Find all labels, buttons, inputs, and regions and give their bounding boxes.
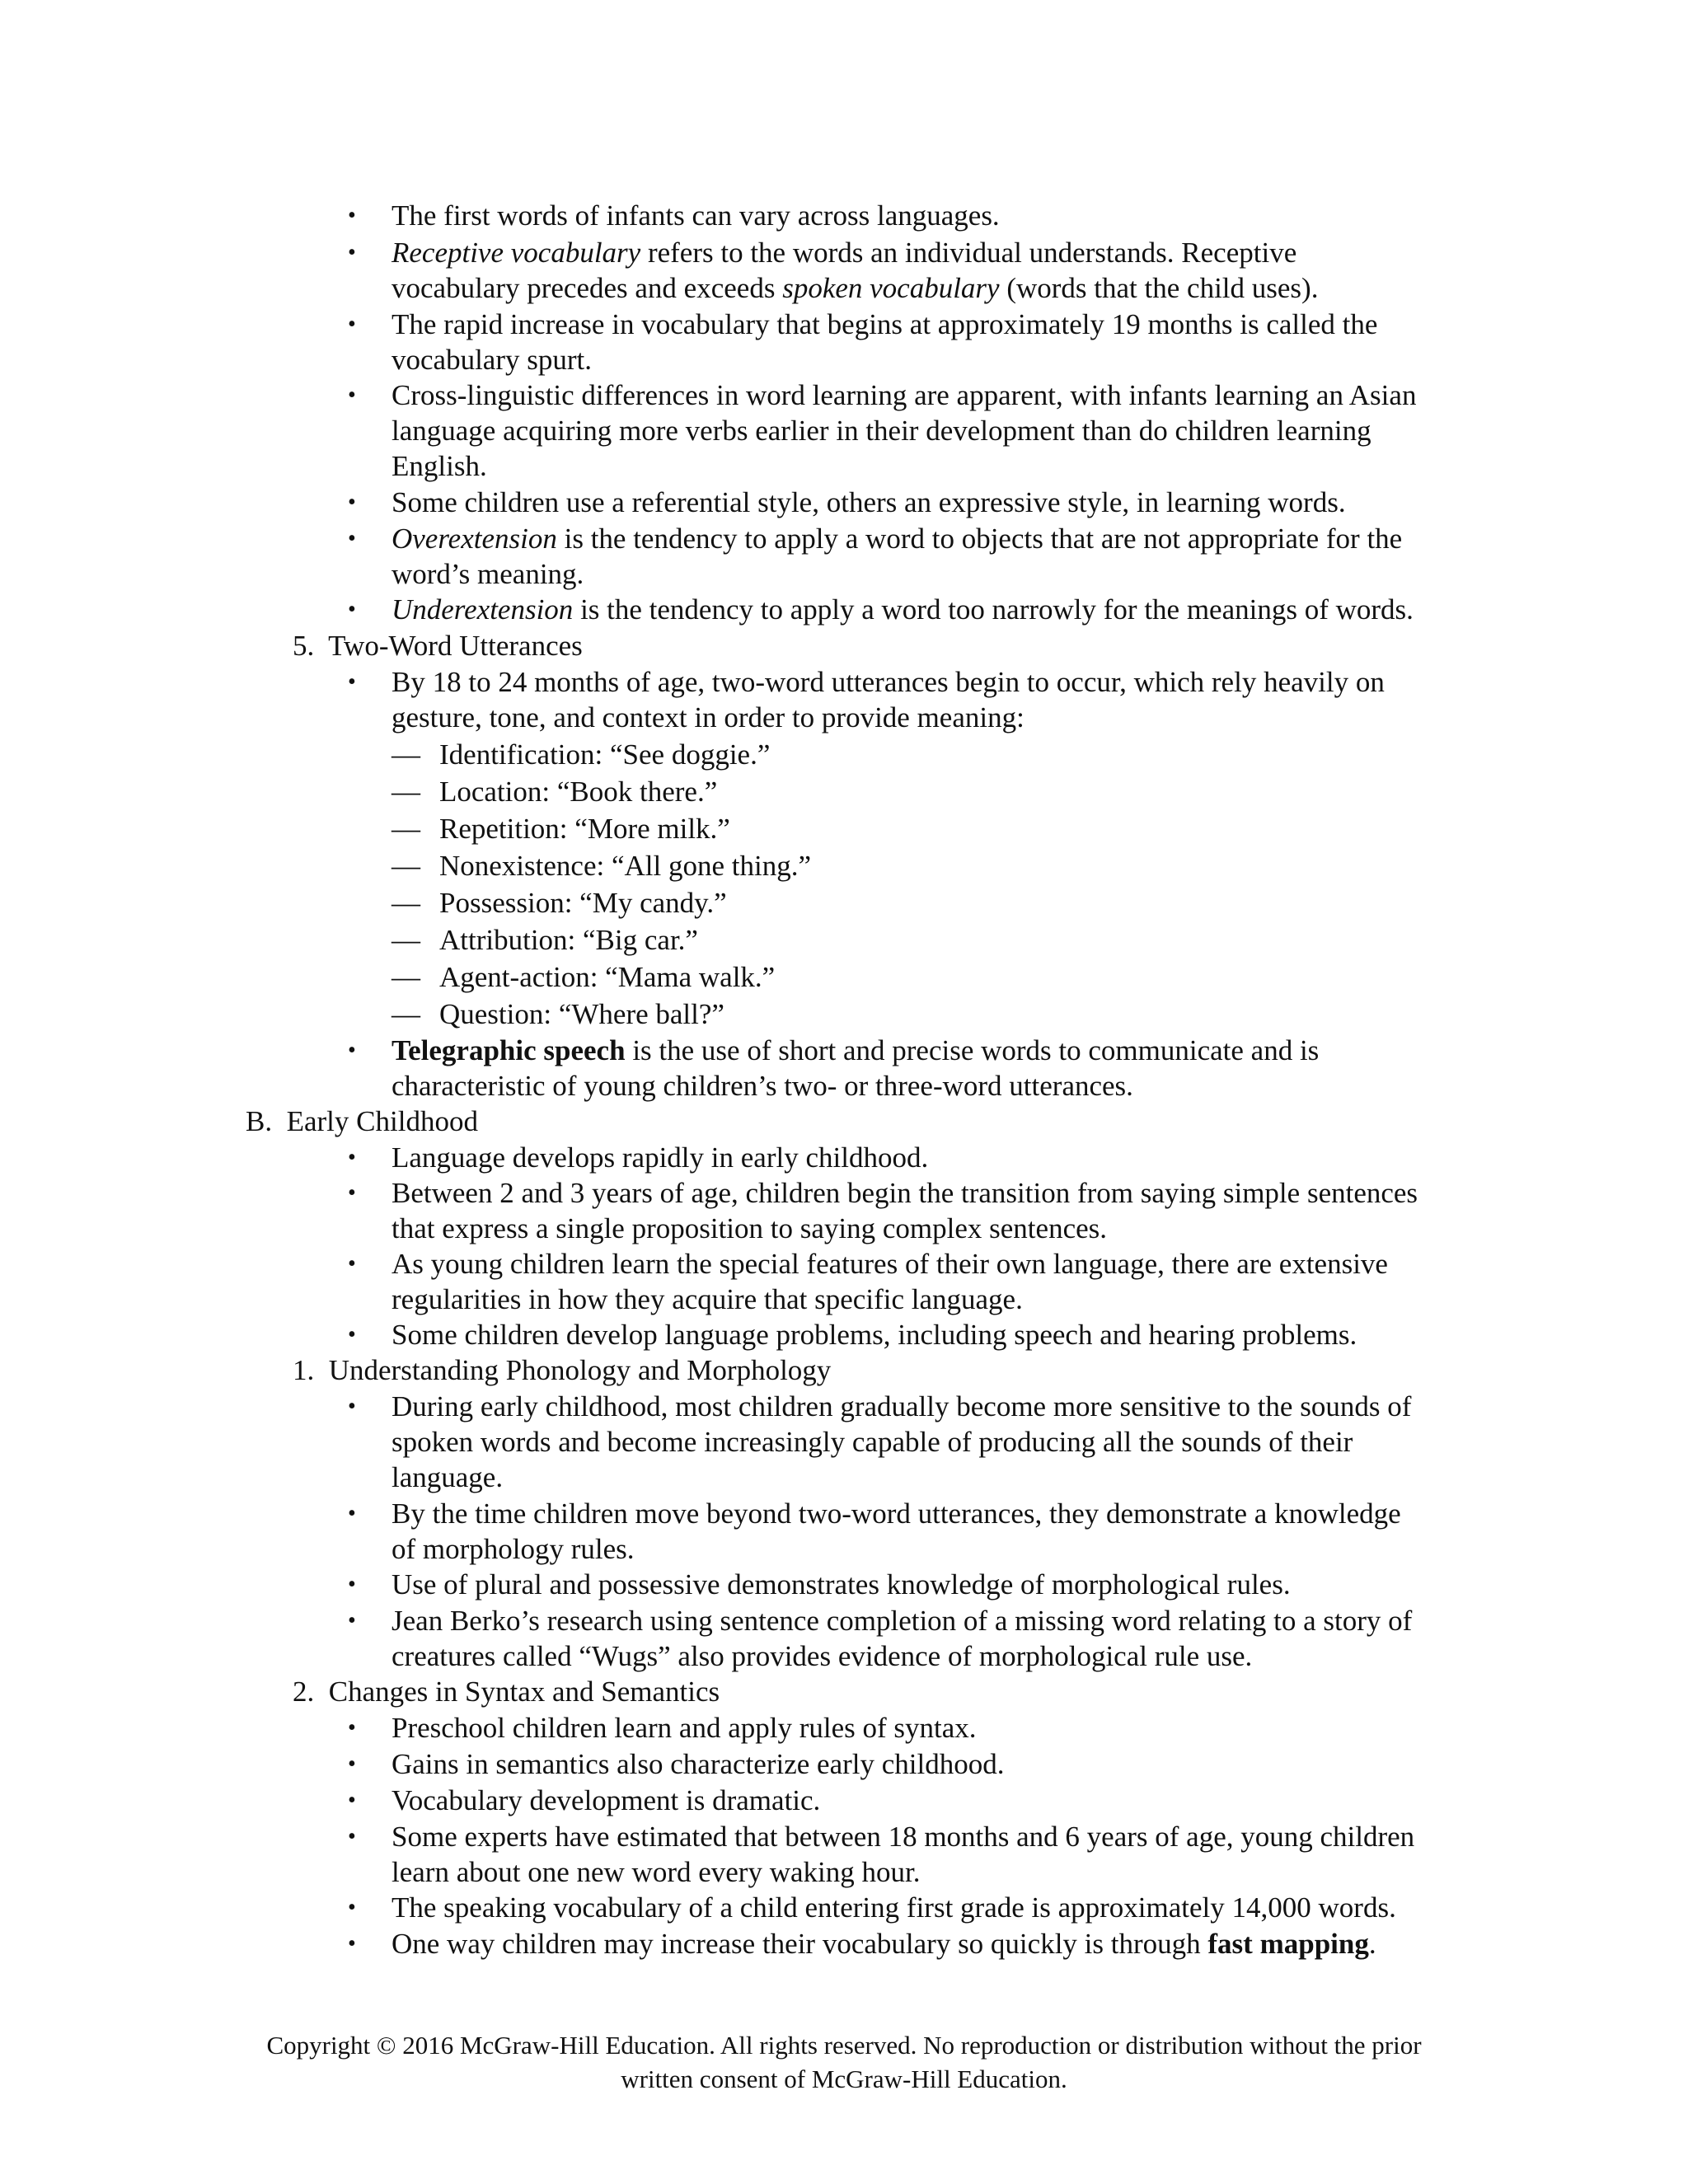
bullet-telegraphic-speech-cont: characteristic of young children’s two- or three-word utterances. — [392, 1070, 1133, 1102]
term-fast-mapping: fast mapping — [1207, 1928, 1369, 1960]
section-heading-phonology-morphology: 1. Understanding Phonology and Morphology — [293, 1354, 832, 1386]
bullet-icon: • — [348, 1608, 356, 1633]
dash-icon: — — [392, 738, 420, 771]
example-attribution: Attribution: “Big car.” — [439, 924, 698, 956]
bullet-sensitive-sounds-cont: spoken words and become increasingly capable of producing all the sounds of their — [392, 1426, 1353, 1458]
bullet-icon: • — [348, 526, 356, 551]
term-receptive-vocabulary: Receptive vocabulary — [392, 237, 641, 269]
section-heading-early-childhood: B. Early Childhood — [246, 1105, 478, 1137]
term-underextension: Underextension — [392, 593, 574, 626]
bullet-referential-style: Some children use a referential style, others an expressive style, in learning words. — [392, 486, 1346, 518]
bullet-icon: • — [348, 203, 356, 228]
dash-icon: — — [392, 887, 420, 919]
bullet-special-features: As young children learn the special features of their own language, there are extensive — [392, 1248, 1388, 1280]
example-location: Location: “Book there.” — [439, 776, 718, 808]
dash-icon: — — [392, 850, 420, 882]
bullet-language-problems: Some children develop language problems, including speech and hearing problems. — [392, 1319, 1357, 1351]
bullet-icon: • — [348, 490, 356, 515]
bullet-receptive-vocabulary-cont: vocabulary precedes and exceeds spoken vocabulary (words that the child uses). — [392, 272, 1319, 304]
section-heading-two-word-utterances: 5. Two-Word Utterances — [293, 630, 583, 662]
example-possession: Possession: “My candy.” — [439, 887, 727, 919]
bullet-jean-berko-cont: creatures called “Wugs” also provides evidence of morphological rule use. — [392, 1640, 1253, 1672]
bullet-first-words: The first words of infants can vary across languages. — [392, 199, 1000, 232]
bullet-icon: • — [348, 312, 356, 337]
bullet-icon: • — [348, 1251, 356, 1277]
bullet-syntax-rules: Preschool children learn and apply rules of syntax. — [392, 1712, 977, 1744]
bullet-vocabulary-spurt: The rapid increase in vocabulary that begins at approximately 19 months is called the — [392, 308, 1378, 340]
term-overextension: Overextension — [392, 523, 557, 555]
bullet-icon: • — [348, 382, 356, 408]
bullet-icon: • — [348, 1501, 356, 1526]
bullet-plural-possessive: Use of plural and possessive demonstrates knowledge of morphological rules. — [392, 1568, 1291, 1601]
example-agent-action: Agent-action: “Mama walk.” — [439, 961, 776, 993]
bullet-icon: • — [348, 1394, 356, 1419]
bullet-icon: • — [348, 1180, 356, 1206]
bullet-first-grade-vocabulary: The speaking vocabulary of a child entering first grade is approximately 14,000 words. — [392, 1891, 1396, 1924]
term-telegraphic-speech: Telegraphic speech — [392, 1034, 626, 1066]
dash-icon: — — [392, 998, 420, 1030]
bullet-two-word-intro: By 18 to 24 months of age, two-word utterances begin to occur, which rely heavily on — [392, 666, 1385, 698]
bullet-telegraphic-speech: Telegraphic speech is the use of short and precise words to communicate and is — [392, 1034, 1320, 1066]
bullet-icon: • — [348, 240, 356, 265]
dash-icon: — — [392, 961, 420, 993]
bullet-icon: • — [348, 1788, 356, 1813]
bullet-cross-linguistic: Cross-linguistic differences in word learning are apparent, with infants learning an Asian — [392, 379, 1417, 411]
dash-icon: — — [392, 813, 420, 845]
bullet-two-word-intro-cont: gesture, tone, and context in order to provide meaning: — [392, 701, 1025, 733]
example-identification: Identification: “See doggie.” — [439, 738, 771, 771]
bullet-icon: • — [348, 1145, 356, 1170]
bullet-icon: • — [348, 1038, 356, 1063]
bullet-morphology-rules: By the time children move beyond two-word utterances, they demonstrate a knowledge — [392, 1497, 1401, 1530]
bullet-morphology-rules-cont: of morphology rules. — [392, 1533, 635, 1565]
bullet-sensitive-sounds-cont: language. — [392, 1461, 504, 1493]
bullet-word-every-hour: Some experts have estimated that between 18 months and 6 years of age, young children — [392, 1821, 1415, 1853]
section-heading-syntax-semantics: 2. Changes in Syntax and Semantics — [293, 1675, 720, 1708]
bullet-fast-mapping: One way children may increase their vocabulary so quickly is through fast mapping. — [392, 1928, 1376, 1960]
example-repetition: Repetition: “More milk.” — [439, 813, 730, 845]
bullet-underextension: Underextension is the tendency to apply a word too narrowly for the meanings of words. — [392, 593, 1414, 626]
bullet-vocabulary-dramatic: Vocabulary development is dramatic. — [392, 1784, 821, 1816]
bullet-icon: • — [348, 1572, 356, 1597]
copyright-footer-line-2: written consent of McGraw-Hill Education. — [621, 2064, 1067, 2093]
example-nonexistence: Nonexistence: “All gone thing.” — [439, 850, 811, 882]
bullet-word-every-hour-cont: learn about one new word every waking hour. — [392, 1856, 921, 1888]
bullet-icon: • — [348, 1715, 356, 1741]
bullet-transition-sentences-cont: that express a single proposition to saying complex sentences. — [392, 1212, 1108, 1244]
example-question: Question: “Where ball?” — [439, 998, 724, 1030]
bullet-vocabulary-spurt-cont: vocabulary spurt. — [392, 344, 592, 376]
bullet-transition-sentences: Between 2 and 3 years of age, children begin the transition from saying simple sentences — [392, 1177, 1418, 1209]
bullet-icon: • — [348, 597, 356, 622]
bullet-cross-linguistic-cont: English. — [392, 450, 487, 482]
bullet-special-features-cont: regularities in how they acquire that specific language. — [392, 1283, 1023, 1315]
bullet-overextension: Overextension is the tendency to apply a word to objects that are not appropriate for the — [392, 523, 1403, 555]
bullet-icon: • — [348, 1895, 356, 1920]
bullet-icon: • — [348, 1751, 356, 1777]
dash-icon: — — [392, 776, 420, 808]
bullet-jean-berko: Jean Berko’s research using sentence completion of a missing word relating to a story of — [392, 1605, 1413, 1637]
dash-icon: — — [392, 924, 420, 956]
copyright-footer-line-1: Copyright © 2016 McGraw-Hill Education. All rights reserved. No reproduction or distribution without the prior — [266, 2031, 1422, 2060]
bullet-semantics-gains: Gains in semantics also characterize early childhood. — [392, 1748, 1005, 1780]
term-spoken-vocabulary: spoken vocabulary — [782, 272, 1000, 304]
bullet-icon: • — [348, 1824, 356, 1849]
bullet-icon: • — [348, 669, 356, 695]
bullet-icon: • — [348, 1322, 356, 1347]
bullet-icon: • — [348, 1931, 356, 1957]
bullet-language-develops: Language develops rapidly in early childhood. — [392, 1141, 929, 1174]
bullet-cross-linguistic-cont: language acquiring more verbs earlier in their development than do children learning — [392, 415, 1372, 447]
bullet-receptive-vocabulary: Receptive vocabulary refers to the words an individual understands. Receptive — [392, 237, 1297, 269]
bullet-overextension-cont: word’s meaning. — [392, 558, 584, 590]
bullet-sensitive-sounds: During early childhood, most children gradually become more sensitive to the sounds of — [392, 1390, 1412, 1422]
